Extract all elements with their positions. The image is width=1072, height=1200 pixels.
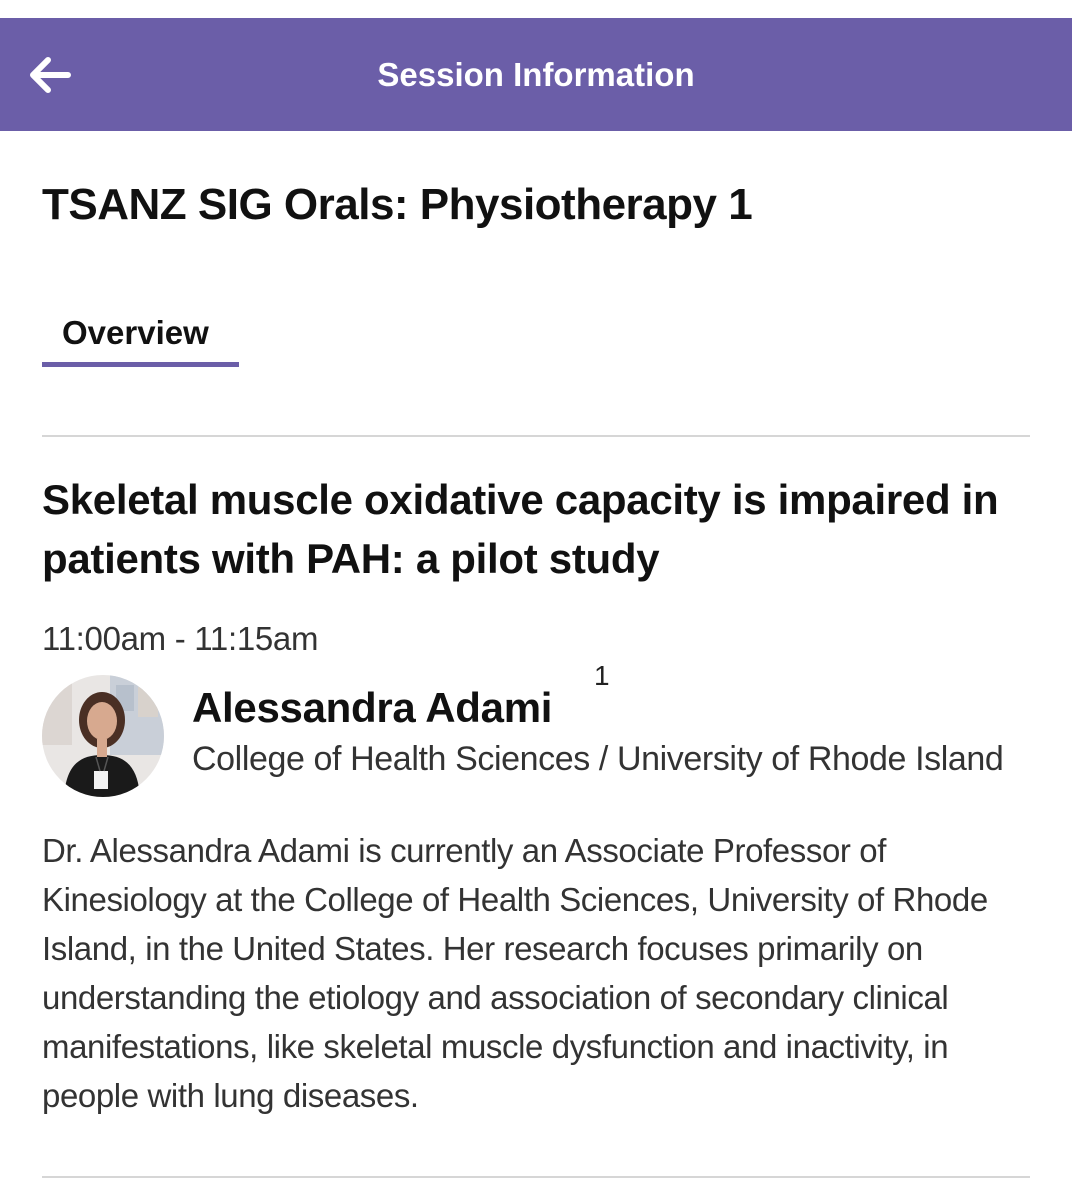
divider [42, 1176, 1030, 1178]
arrow-left-icon [24, 48, 78, 102]
page-title: Session Information [377, 56, 695, 93]
affiliation-marker: 1 [594, 660, 610, 691]
status-bar-area [0, 0, 1072, 18]
tab-overview[interactable] [42, 308, 239, 367]
session-title: TSANZ SIG Orals: Physiotherapy 1 [42, 180, 753, 229]
tab-active-indicator [42, 362, 239, 367]
speaker-affiliation: College of Health Sciences / University of Rhode Island [192, 740, 1004, 778]
speaker-photo [42, 675, 164, 797]
avatar[interactable] [42, 675, 164, 797]
app-header [0, 18, 1072, 131]
speaker-bio: Dr. Alessandra Adami is currently an Associate Professor of Kinesiology at the College of Health Sciences, University of Rhode Island, in the United States. Her research focuses primarily on understanding the etiology and association of secondary clinical manifestations, like skeletal muscle dysfunction and inactivity, in people with lung diseases. [42, 832, 988, 1114]
talk-time: 11:00am - 11:15am [42, 620, 319, 657]
talk-title: Skeletal muscle oxidative capacity is impaired in patients with PAH: a pilot study [42, 476, 999, 582]
tab-label: Overview [62, 314, 209, 351]
divider [42, 435, 1030, 437]
speaker-name[interactable]: Alessandra Adami [192, 684, 553, 731]
back-button[interactable] [24, 48, 78, 102]
